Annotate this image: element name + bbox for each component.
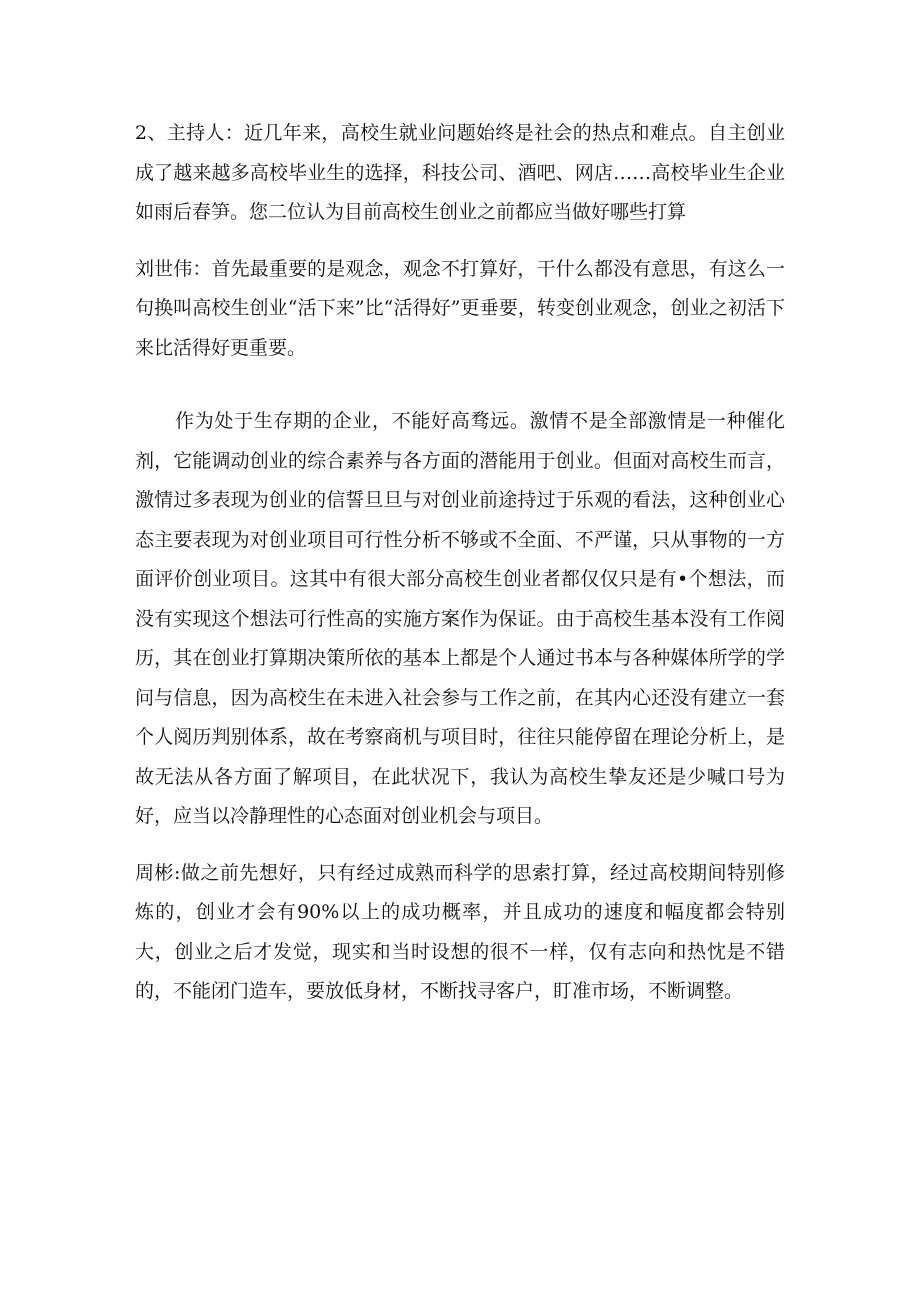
paragraph-liu-shiwei-answer: 刘世伟：首先最重要的是观念，观念不打算好，干什么都没有意思，有这么一句换叫高校生创业“活下来”比“活得好”更垂要，转变创业观念，创业之初活下来比活得好更重要。: [135, 257, 785, 359]
document-page: [135, 114, 785, 1012]
paragraph-startup-passion: 作为处于生存期的企业，不能好高骛远。激情不是全部激情是一种催化剂，它能调动创业的综合素养与各方面的潜能用于创业。但面对高校生而言，激情过多表现为创业的信誓旦旦与对创业前途持过于乐观的看法，这种创业心态主要表现为对创业项目可行性分析不够或不全面、不严谨，只从事物的一方面评价创业项目。这其中有很大部分高校生创业者都仅仅只是有•个想法，而没有实现这个想法可行性高的实施方案作为保证。由于高校生基本没有工作阅历，其在创业打算期决策所依的基本上都是个人通过书本与各种媒体所学的学问与信息，因为高校生在未进入社会参与工作之前，在其内心还没有建立一套个人阅历判别体系，故在考察商机与项目时，往往只能停留在理论分析上，是故无法从各方面了解项目，在此状况下，我认为高校生挚友还是少喊口号为好，应当以冷静理性的心态面对创业机会与项目。: [135, 410, 785, 827]
paragraph-host-question: 2、主持人：近几年来，高校生就业问题始终是社会的热点和难点。自主创业成了越来越多高校毕业生的选择，科技公司、酒吧、网店……高校毕业生企业如雨后春笋。您二位认为目前高校生创业之前都应当做好哪些打算: [135, 122, 785, 223]
paragraph-zhou-bin-answer: 周彬:做之前先想好，只有经过成熟而科学的思索打算，经过高校期间特别修炼的，创业才会有90%以上的成功概率，并且成功的速度和幅度都会特别大，创业之后才发觉，现实和当时设想的很不一样，仅有志向和热忱是不错的，不能闭门造车，要放低身材，不断找寻客户，盯准市场，不断调整。: [135, 861, 785, 1002]
